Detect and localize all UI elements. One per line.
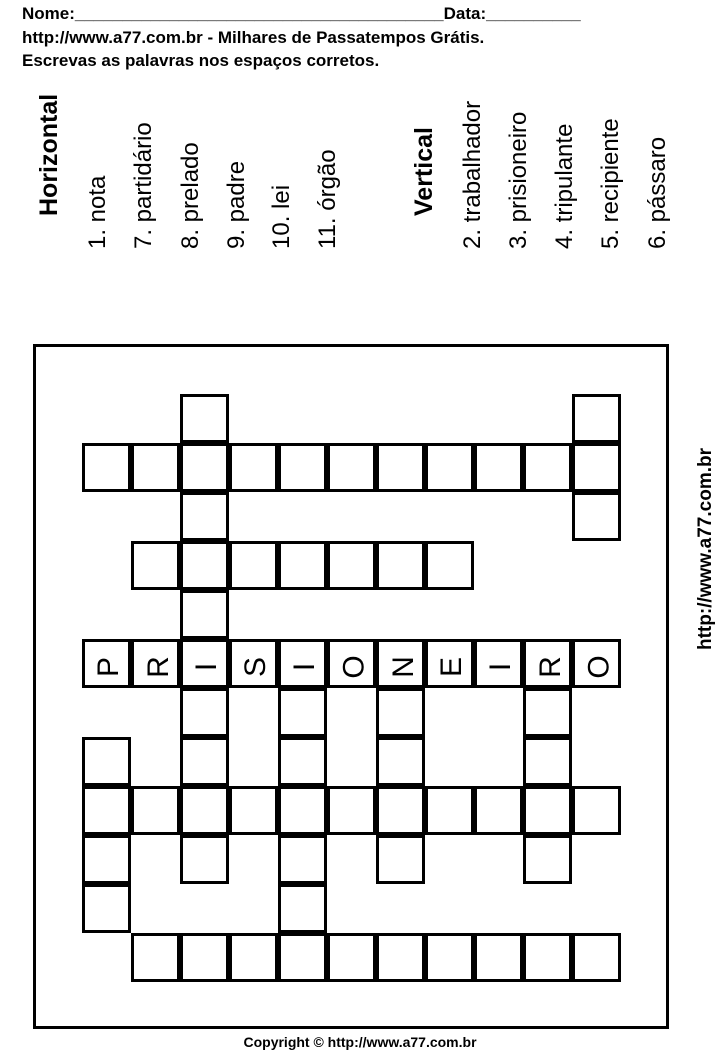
crossword-cell[interactable] — [131, 541, 180, 590]
crossword-cell[interactable] — [523, 933, 572, 982]
crossword-cell[interactable] — [376, 443, 425, 492]
instructions: Escrevas as palavras nos espaços corretos. — [22, 51, 380, 70]
crossword-cell[interactable] — [278, 933, 327, 982]
crossword-letter: I — [484, 662, 518, 671]
crossword-cell[interactable] — [278, 688, 327, 737]
crossword-cell[interactable] — [82, 737, 131, 786]
crossword-cell[interactable] — [523, 688, 572, 737]
crossword-cell[interactable] — [425, 786, 474, 835]
crossword-cell[interactable] — [474, 933, 523, 982]
crossword-cell[interactable] — [82, 443, 131, 492]
crossword-cell[interactable] — [278, 786, 327, 835]
crossword-cell[interactable] — [327, 933, 376, 982]
clue-horizontal-1: 1. nota — [84, 175, 111, 249]
crossword-cell[interactable] — [131, 933, 180, 982]
crossword-cell[interactable] — [278, 443, 327, 492]
clue-horizontal-11: 11. órgão — [314, 149, 341, 249]
crossword-cell[interactable] — [180, 541, 229, 590]
crossword-cell[interactable] — [327, 541, 376, 590]
crossword-cell[interactable] — [572, 933, 621, 982]
crossword-cell[interactable] — [82, 639, 131, 688]
crossword-cell[interactable] — [229, 443, 278, 492]
crossword-cell[interactable] — [180, 737, 229, 786]
clue-horizontal-8: 8. prelado — [177, 142, 204, 249]
crossword-cell[interactable] — [327, 443, 376, 492]
crossword-cell[interactable] — [229, 786, 278, 835]
crossword-cell[interactable] — [376, 786, 425, 835]
clue-horizontal-10: 10. lei — [268, 184, 295, 249]
clue-vertical-4: 4. tripulante — [551, 123, 578, 249]
crossword-letter: I — [288, 662, 322, 671]
crossword-letter: I — [190, 662, 224, 671]
crossword-cell[interactable] — [131, 786, 180, 835]
crossword-cell[interactable] — [229, 639, 278, 688]
crossword-cell[interactable] — [180, 933, 229, 982]
crossword-cell[interactable] — [278, 541, 327, 590]
crossword-cell[interactable] — [180, 786, 229, 835]
crossword-cell[interactable] — [572, 443, 621, 492]
crossword-cell[interactable] — [327, 639, 376, 688]
crossword-cell[interactable] — [572, 786, 621, 835]
crossword-cell[interactable] — [180, 443, 229, 492]
crossword-letter: E — [435, 656, 469, 677]
crossword-cell[interactable] — [425, 541, 474, 590]
clue-vertical-5: 5. recipiente — [597, 118, 624, 249]
vertical-heading: Vertical — [410, 127, 438, 216]
clue-horizontal-9: 9. padre — [223, 160, 250, 249]
crossword-cell[interactable] — [474, 443, 523, 492]
crossword-cell[interactable] — [180, 639, 229, 688]
clue-vertical-2: 2. trabalhador — [459, 100, 486, 249]
crossword-cell[interactable] — [180, 394, 229, 443]
crossword-cell[interactable] — [278, 884, 327, 933]
crossword-cell[interactable] — [572, 394, 621, 443]
name-date-line: Nome:_______________________________________Data:__________ — [22, 4, 581, 23]
crossword-cell[interactable] — [376, 688, 425, 737]
crossword-cell[interactable] — [229, 541, 278, 590]
crossword-letter: R — [141, 655, 175, 678]
crossword-cell[interactable] — [425, 443, 474, 492]
crossword-cell[interactable] — [523, 835, 572, 884]
crossword-cell[interactable] — [523, 737, 572, 786]
crossword-cell[interactable] — [180, 835, 229, 884]
horizontal-heading: Horizontal — [35, 93, 63, 216]
crossword-cell[interactable] — [376, 737, 425, 786]
clue-horizontal-7: 7. partidário — [130, 122, 157, 249]
crossword-cell[interactable] — [131, 443, 180, 492]
crossword-cell[interactable] — [180, 688, 229, 737]
crossword-cell[interactable] — [425, 639, 474, 688]
crossword-cell[interactable] — [82, 884, 131, 933]
crossword-cell[interactable] — [82, 835, 131, 884]
crossword-cell[interactable] — [376, 933, 425, 982]
crossword-cell[interactable] — [376, 835, 425, 884]
site-tagline: http://www.a77.com.br - Milhares de Passatempos Grátis. — [22, 28, 485, 47]
crossword-cell[interactable] — [229, 933, 278, 982]
crossword-cell[interactable] — [523, 786, 572, 835]
crossword-letter: P — [92, 656, 126, 677]
copyright: Copyright © http://www.a77.com.br — [243, 1034, 477, 1050]
crossword-cell[interactable] — [572, 492, 621, 541]
crossword-cell[interactable] — [82, 786, 131, 835]
crossword-cell[interactable] — [523, 443, 572, 492]
crossword-cell[interactable] — [180, 590, 229, 639]
crossword-cell[interactable] — [523, 639, 572, 688]
crossword-cell[interactable] — [376, 639, 425, 688]
crossword-cell[interactable] — [425, 933, 474, 982]
crossword-letter: R — [533, 655, 567, 678]
crossword-letter: S — [239, 656, 273, 677]
crossword-cell[interactable] — [278, 835, 327, 884]
crossword-cell[interactable] — [278, 737, 327, 786]
crossword-cell[interactable] — [131, 639, 180, 688]
clue-vertical-3: 3. prisioneiro — [505, 111, 532, 249]
crossword-cell[interactable] — [180, 492, 229, 541]
crossword-cell[interactable] — [572, 639, 621, 688]
crossword-cell[interactable] — [474, 639, 523, 688]
crossword-cell[interactable] — [474, 786, 523, 835]
side-url: http://www.a77.com.br — [695, 448, 716, 650]
crossword-letter: N — [386, 655, 420, 678]
crossword-cell[interactable] — [278, 639, 327, 688]
crossword-cell[interactable] — [376, 541, 425, 590]
clue-vertical-6: 6. pássaro — [644, 136, 671, 249]
crossword-letter: O — [582, 654, 616, 679]
crossword-letter: O — [337, 654, 371, 679]
crossword-cell[interactable] — [327, 786, 376, 835]
